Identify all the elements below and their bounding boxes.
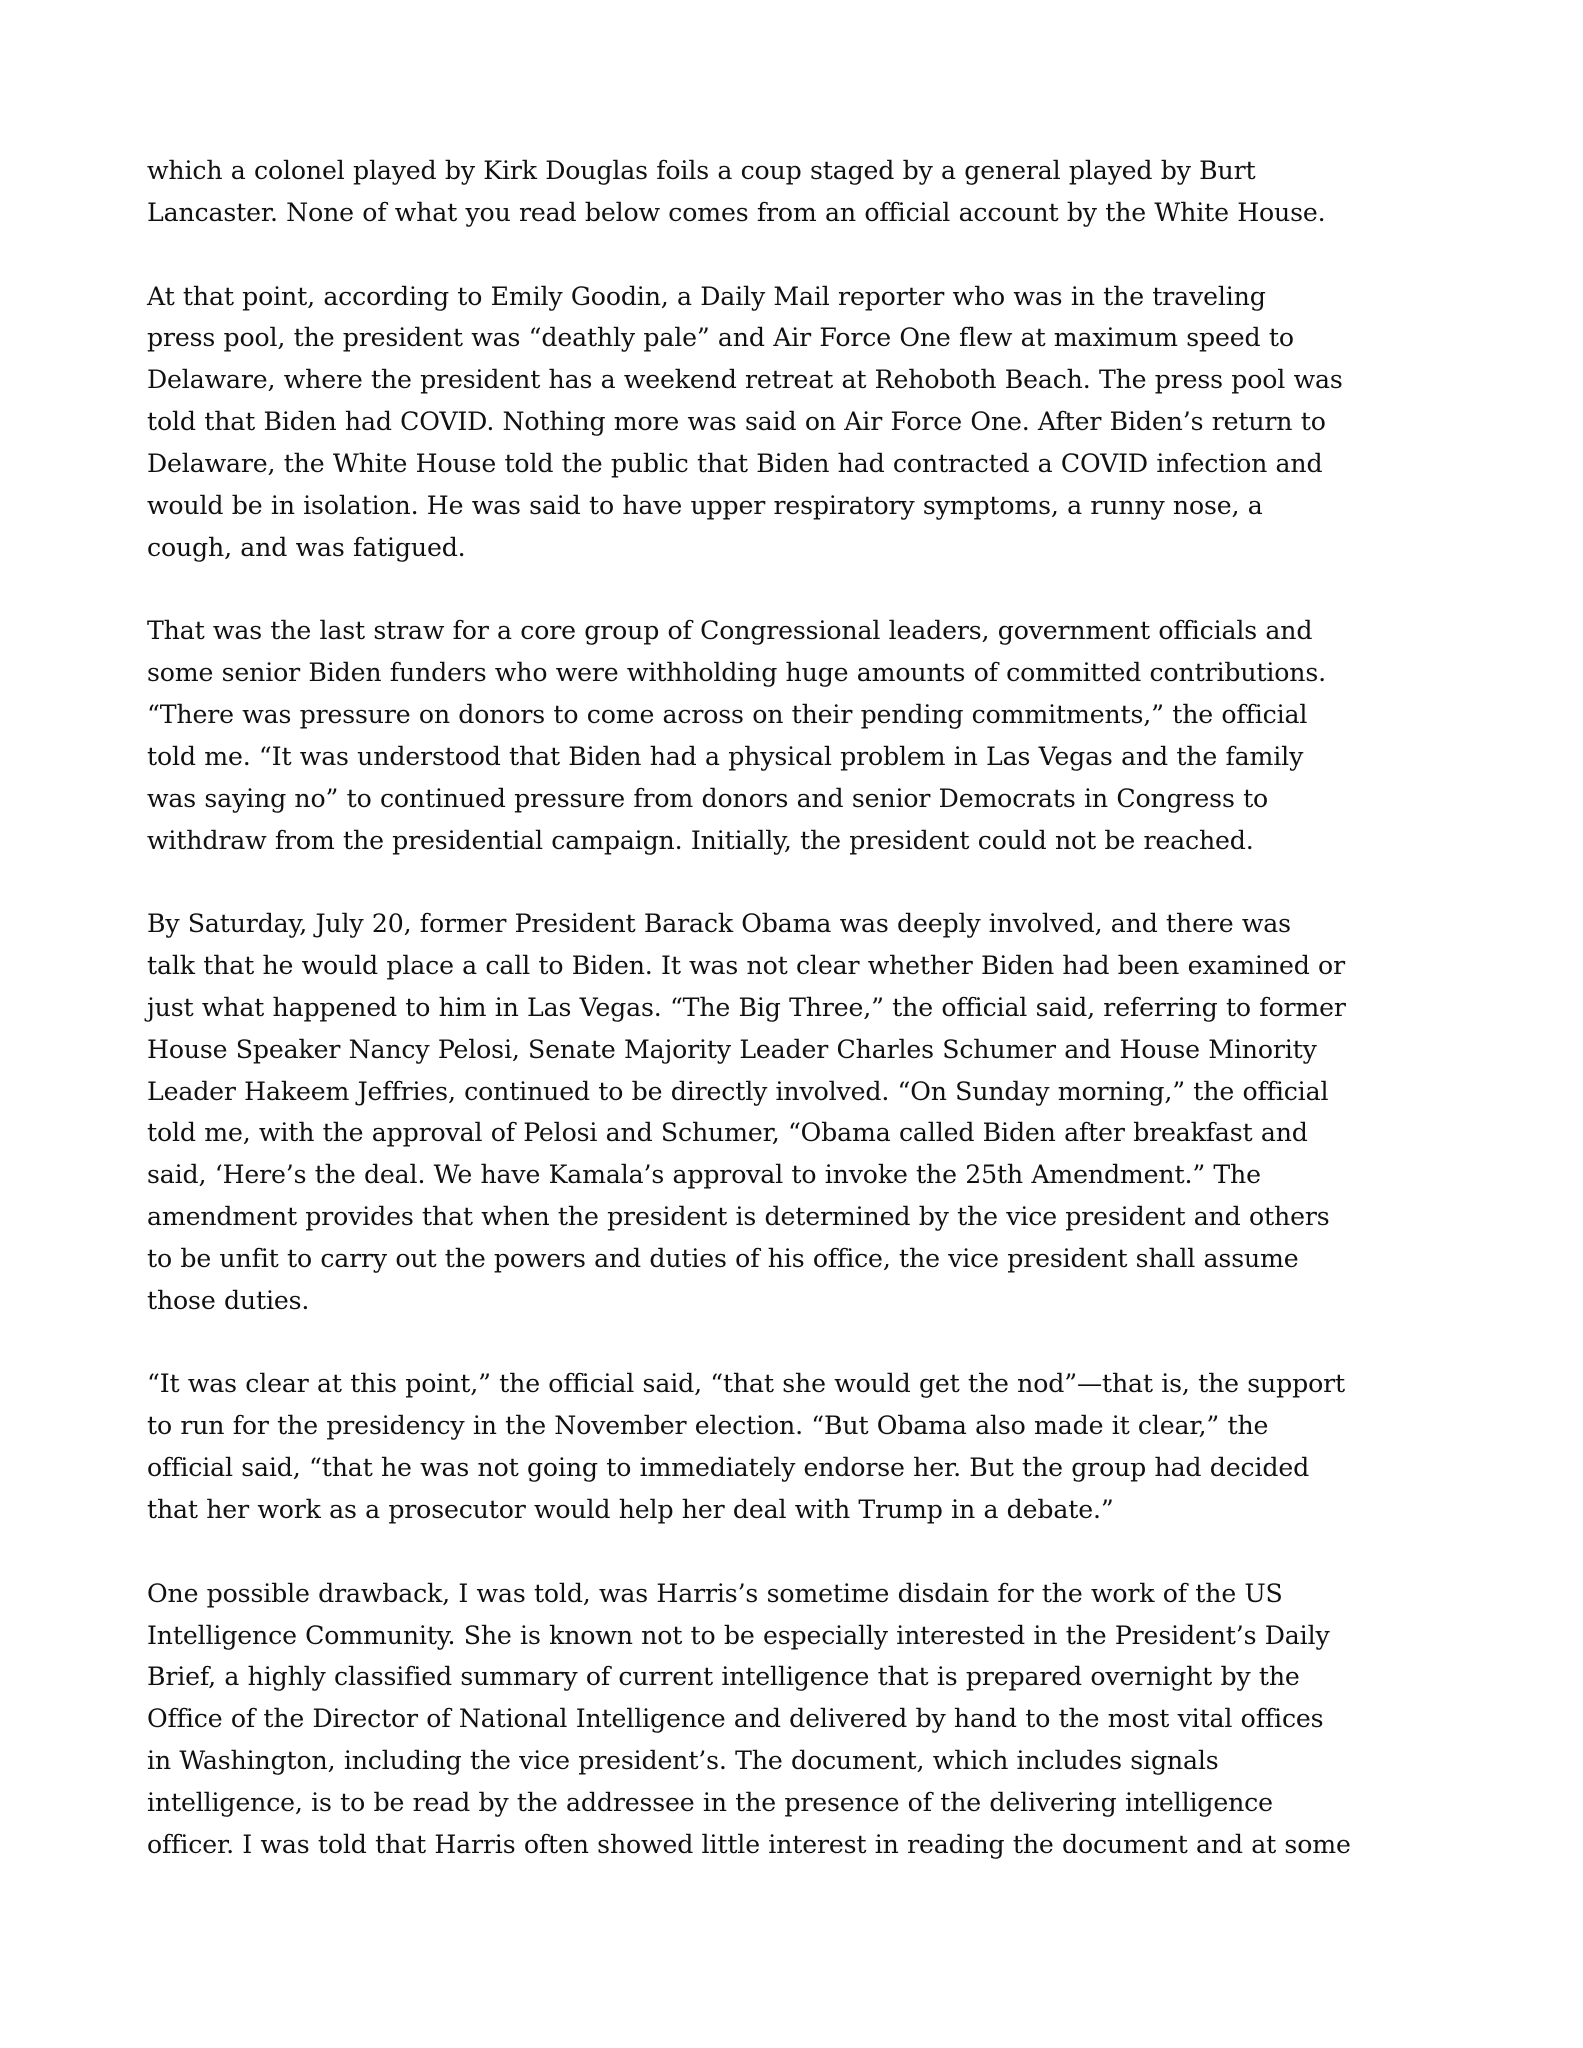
text-line: officer. I was told that Harris often showed little interest in reading the document and at some: [147, 1829, 1351, 1859]
text-line: Leader Hakeem Jeffries, continued to be directly involved. “On Sunday morning,” the official: [147, 1076, 1329, 1106]
text-line: which a colonel played by Kirk Douglas foils a coup staged by a general played by Burt: [147, 156, 1256, 185]
text-line: One possible drawback, I was told, was Harris’s sometime disdain for the work of the US: [147, 1578, 1283, 1608]
text-line: those duties.: [147, 1285, 310, 1315]
document-page: [147, 150, 1447, 1907]
paragraph-saturday-july-20: [147, 903, 1447, 1321]
paragraph-last-straw: [147, 610, 1447, 861]
text-line: Delaware, the White House told the public that Biden had contracted a COVID infection and: [147, 448, 1323, 478]
text-line: “It was clear at this point,” the official said, “that she would get the nod”—that is, the support: [147, 1369, 1345, 1399]
text-line: withdraw from the presidential campaign. Initially, the president could not be reached.: [147, 825, 1254, 855]
text-line: that her work as a prosecutor would help her deal with Trump in a debate.”: [147, 1495, 1114, 1524]
text-line: press pool, the president was “deathly pale” and Air Force One flew at maximum speed to: [147, 323, 1294, 353]
text-line: told me. “It was understood that Biden had a physical problem in Las Vegas and the family: [147, 741, 1304, 771]
text-line: intelligence, is to be read by the addressee in the presence of the delivering intelligence: [147, 1787, 1273, 1817]
text-line: Delaware, where the president has a weekend retreat at Rehoboth Beach. The press pool was: [147, 365, 1343, 395]
text-line: That was the last straw for a core group of Congressional leaders, government officials and: [147, 616, 1313, 646]
paragraph-seven-days-in-may: [147, 150, 1447, 234]
text-line: talk that he would place a call to Biden. It was not clear whether Biden had been examined or: [147, 951, 1345, 981]
text-line: At that point, according to Emily Goodin, a Daily Mail reporter who was in the traveling: [147, 281, 1266, 311]
paragraph-air-force-one: [147, 276, 1447, 569]
text-line: said, ‘Here’s the deal. We have Kamala’s approval to invoke the 25th Amendment.” The: [147, 1160, 1261, 1190]
text-line: in Washington, including the vice president’s. The document, which includes signals: [147, 1746, 1219, 1776]
text-line: By Saturday, July 20, former President Barack Obama was deeply involved, and there was: [147, 909, 1291, 939]
text-line: House Speaker Nancy Pelosi, Senate Majority Leader Charles Schumer and House Minority: [147, 1034, 1317, 1064]
text-line: amendment provides that when the president is determined by the vice president and others: [147, 1202, 1330, 1232]
text-line: was saying no” to continued pressure from donors and senior Democrats in Congress to: [147, 783, 1269, 813]
text-line: cough, and was fatigued.: [147, 532, 466, 562]
text-line: Lancaster. None of what you read below comes from an official account by the White House.: [147, 197, 1326, 227]
text-line: Brief, a highly classified summary of current intelligence that is prepared overnight by the: [147, 1662, 1300, 1692]
text-line: to run for the presidency in the November election. “But Obama also made it clear,” the: [147, 1411, 1269, 1441]
paragraph-possible-drawback: [147, 1573, 1447, 1866]
text-line: some senior Biden funders who were withholding huge amounts of committed contributions.: [147, 658, 1327, 688]
text-line: just what happened to him in Las Vegas. “The Big Three,” the official said, referring to former: [147, 992, 1346, 1022]
text-line: told that Biden had COVID. Nothing more was said on Air Force One. After Biden’s return to: [147, 407, 1326, 437]
text-line: official said, “that he was not going to immediately endorse her. But the group had decided: [147, 1453, 1310, 1483]
text-line: “There was pressure on donors to come across on their pending commitments,” the official: [147, 699, 1308, 729]
text-line: to be unfit to carry out the powers and duties of his office, the vice president shall assume: [147, 1243, 1299, 1273]
text-line: Office of the Director of National Intelligence and delivered by hand to the most vital offices: [147, 1704, 1324, 1734]
text-line: Intelligence Community. She is known not to be especially interested in the President’s Daily: [147, 1620, 1330, 1650]
text-line: would be in isolation. He was said to have upper respiratory symptoms, a runny nose, a: [147, 490, 1263, 520]
text-line: told me, with the approval of Pelosi and Schumer, “Obama called Biden after breakfast and: [147, 1118, 1308, 1148]
paragraph-get-the-nod: [147, 1363, 1447, 1530]
